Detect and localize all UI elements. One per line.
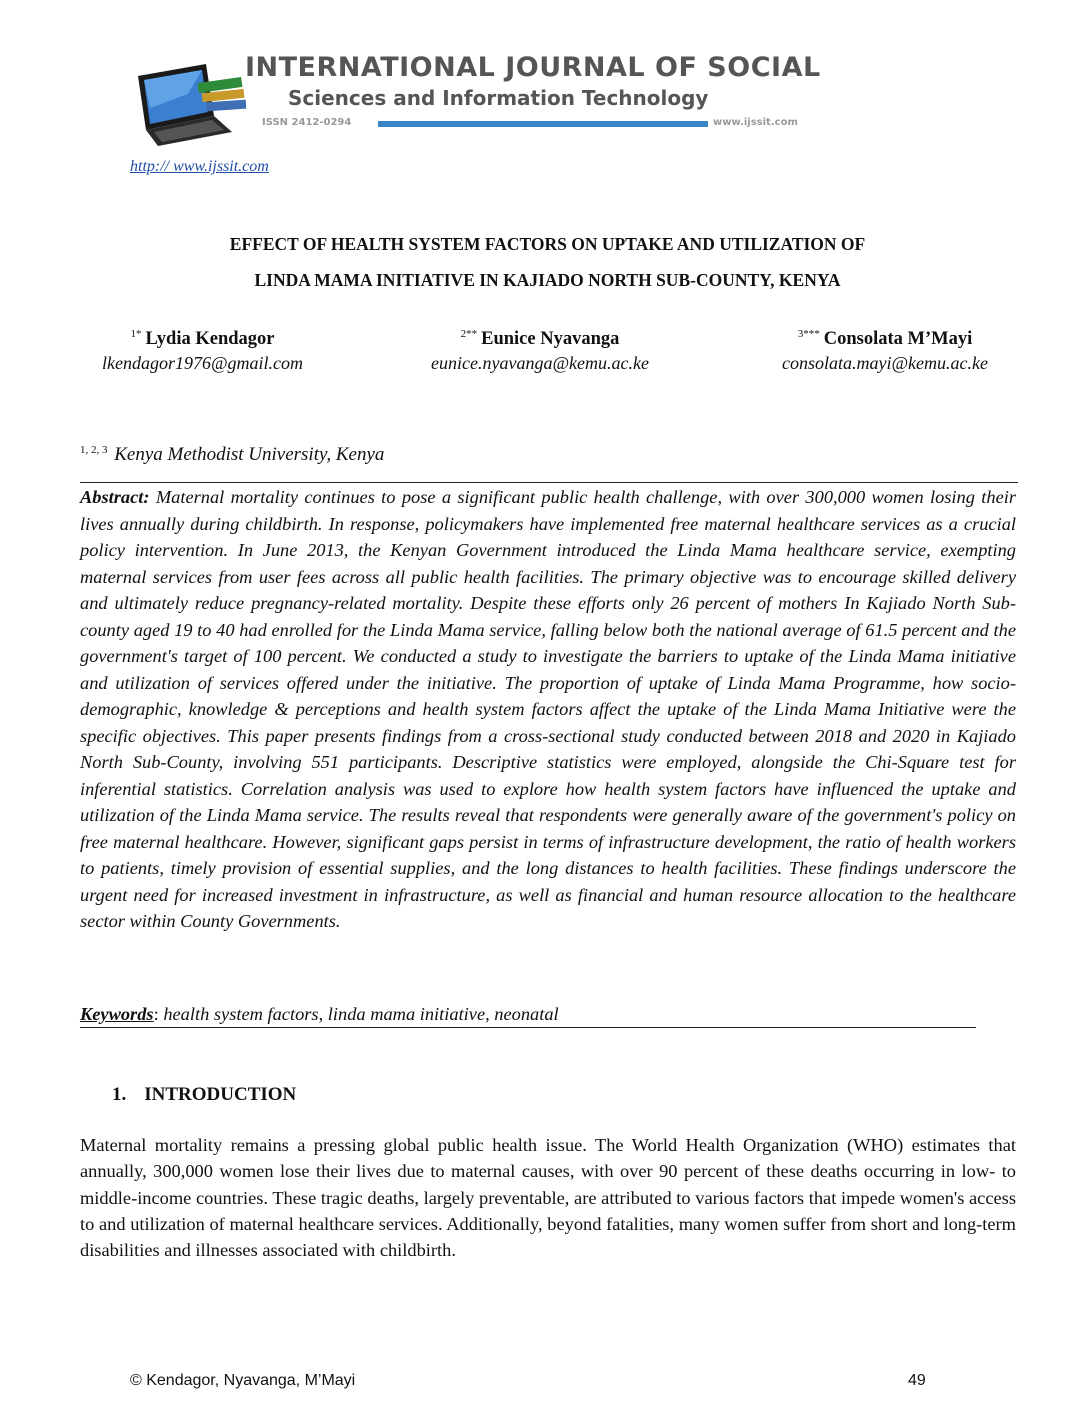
footer-copyright: © Kendagor, Nyavanga, M’Mayi <box>130 1372 356 1389</box>
journal-url-link[interactable]: http:// www.ijssit.com <box>130 158 269 175</box>
affiliation-markers: 1, 2, 3 <box>80 444 108 456</box>
author-block <box>750 328 1020 374</box>
author-marker: 1* <box>130 328 142 340</box>
journal-title-line2: Sciences and Information Technology <box>288 86 709 110</box>
journal-banner <box>128 50 898 152</box>
issn-label: ISSN 2412-0294 <box>262 117 352 128</box>
banner-website: www.ijssit.com <box>713 117 798 128</box>
author-marker: 3*** <box>797 328 820 340</box>
abstract-top-rule <box>80 482 1018 483</box>
author-block <box>400 328 680 374</box>
section-heading <box>112 1084 296 1106</box>
author-name: $^{3***}$ Consolata M’Mayi <box>797 328 973 349</box>
author-email: consolata.mayi@kemu.ac.ke <box>782 353 988 373</box>
keywords-text: health system factors, linda mama initiative, neonatal <box>163 1004 559 1024</box>
author-name: $^{1*}$ Lydia Kendagor <box>130 328 275 349</box>
author-block <box>70 328 335 374</box>
author-name: $^{2**}$ Eunice Nyavanga <box>460 328 620 349</box>
paper-title-line2: LINDA MAMA INITIATIVE IN KAJIADO NORTH SUB-COUNTY, KENYA <box>254 270 841 290</box>
intro-paragraph: Maternal mortality remains a pressing global public health issue. The World Health Organization (WHO) estimates that annually, 300,000 women lose their lives due to maternal causes, with over 90 percent of these deaths occurring in low- to middle-income countries. These tragic deaths, largely preventable, are attributed to various factors that impede women's access to and utilization of maternal healthcare services. Additionally, beyond fatalities, many women suffer from short and long-term disabilities and illnesses associated with childbirth. <box>80 1135 1016 1261</box>
affiliation-text: Kenya Methodist University, Kenya <box>114 444 385 465</box>
banner-divider-bar <box>378 121 708 127</box>
page-number: 49 <box>908 1372 926 1389</box>
affiliation <box>80 444 384 466</box>
keywords-label: Keywords <box>80 1004 154 1024</box>
author-marker: 2** <box>460 328 478 340</box>
keywords-line: Keywords: health system factors, linda mama initiative, neonatal <box>80 1001 976 1028</box>
abstract <box>80 484 1016 935</box>
abstract-label: Abstract: <box>80 487 150 507</box>
laptop-books-logo-icon <box>128 58 248 148</box>
author-email: lkendagor1976@gmail.com <box>101 353 304 373</box>
section-title: INTRODUCTION <box>144 1084 297 1105</box>
author-email: eunice.nyavanga@kemu.ac.ke <box>431 353 649 373</box>
journal-title-line1: INTERNATIONAL JOURNAL OF SOCIAL <box>245 52 821 83</box>
paper-title-line1: EFFECT OF HEALTH SYSTEM FACTORS ON UPTAKE AND UTILIZATION OF <box>229 234 866 254</box>
section-number: 1. <box>112 1084 127 1105</box>
abstract-text: Maternal mortality continues to pose a significant public health challenge, with over 300,000 women losing their lives annually during childbirth. In response, policymakers have implemented free maternal healthcare services as a crucial policy intervention. In June 2013, the Kenyan Government introduced the Linda Mama healthcare service, exempting maternal services from user fees across all public health facilities. The primary objective was to encourage skilled delivery and ultimately reduce pregnancy-related mortality. Despite these efforts only 26 percent of mothers In Kajiado North Sub-county aged 19 to 40 had enrolled for the Linda Mama service, falling below both the national average of 61.5 percent and the government's target of 100 percent. We conducted a study to investigate the barriers to uptake of the Linda Mama initiative and utilization of services offered under the initiative. The proportion of uptake of Linda Mama Programme, how socio-demographic, knowledge & perceptions and health system factors affect the uptake of the Linda Mama Initiative were the specific objectives. This paper presents findings from a cross-sectional study conducted between 2018 and 2020 in Kajiado North Sub-County, involving 551 participants. Descriptive statistics were employed, alongside the Chi-Square test for inferential statistics. Correlation analysis was used to explore how health system factors have influenced the uptake and utilization of the Linda Mama service. The results reveal that respondents were generally aware of the government's policy on free maternal healthcare. However, significant gaps persist in terms of infrastructure development, the ratio of health workers to patients, timely provision of essential supplies, and the long distances to health facilities. These findings underscore the urgent need for increased investment in infrastructure, as well as financial and human resource allocation to the healthcare sector within County Governments. <box>80 487 1016 931</box>
